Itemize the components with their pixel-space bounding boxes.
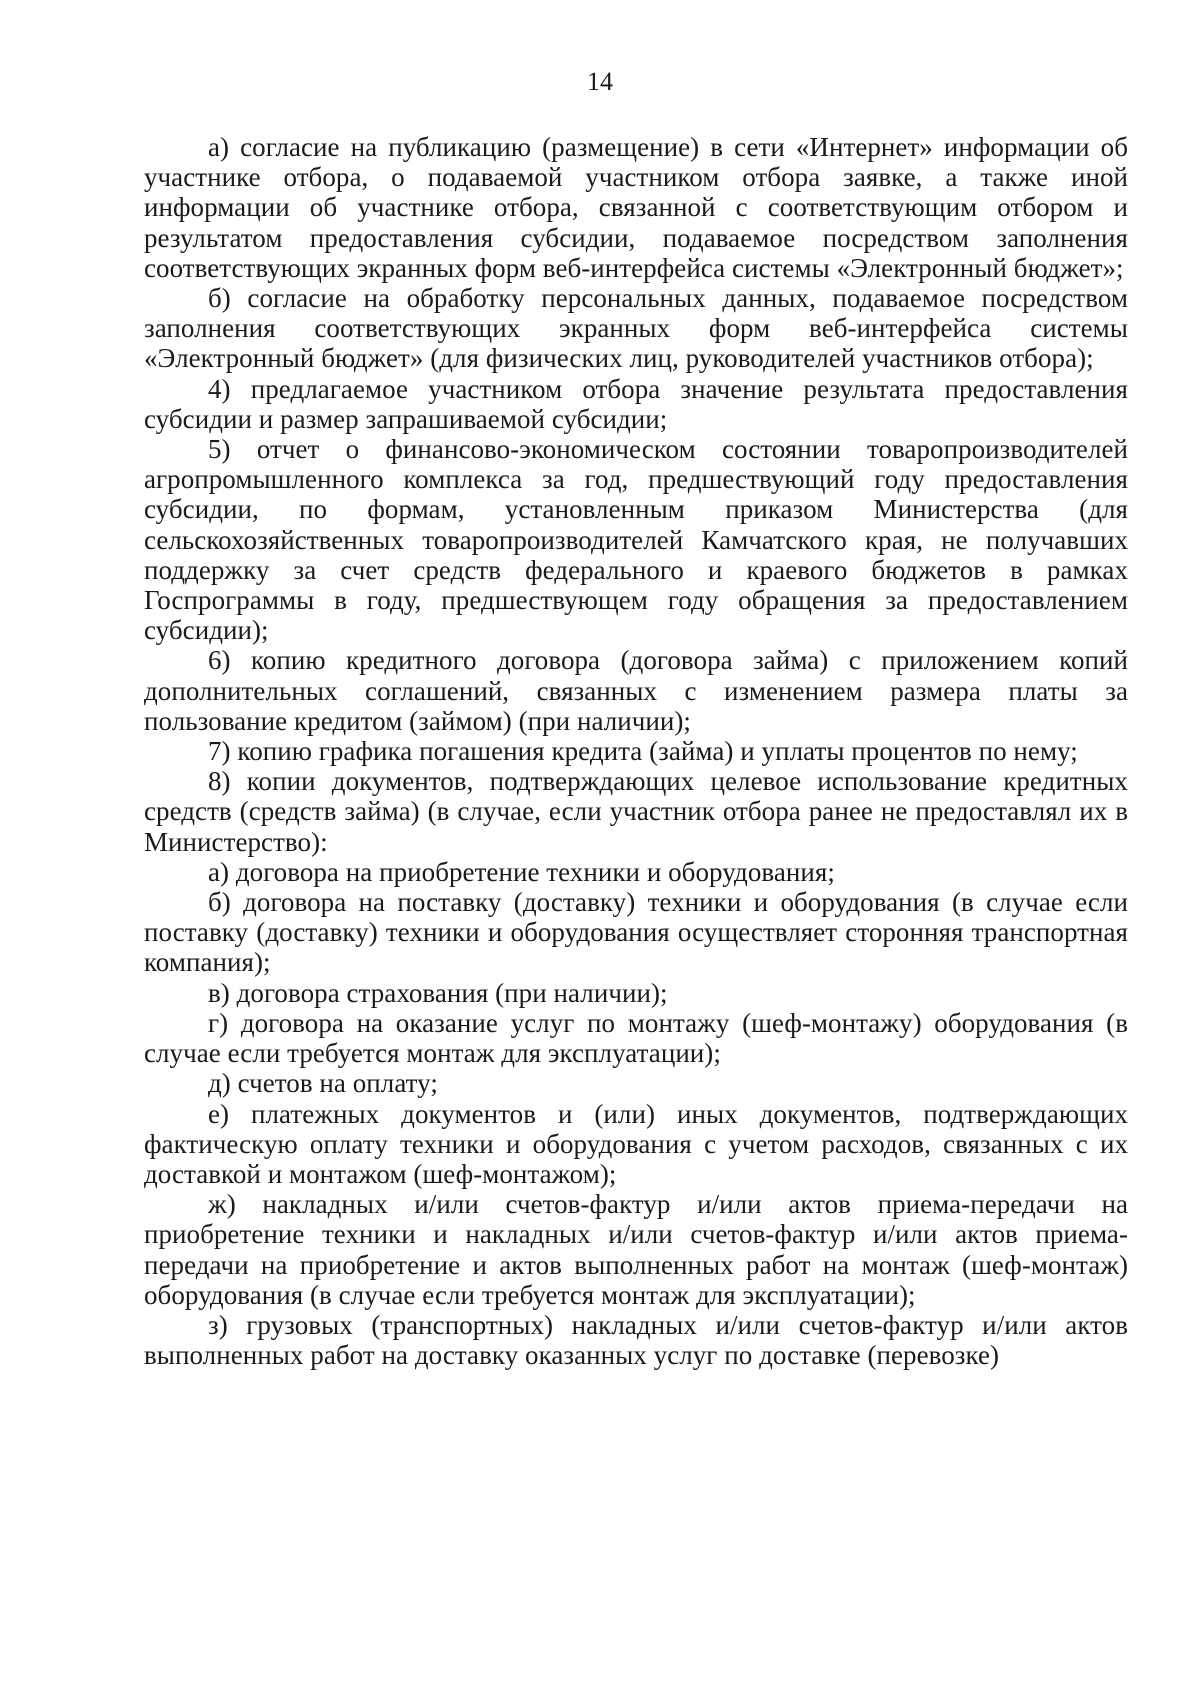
paragraph-item-8d: д) счетов на оплату; xyxy=(208,1068,438,1099)
paragraph-item-4: 4) предлагаемое участником отбора значение результата предоставления субсидии и размер запрашиваемой субсидии; xyxy=(144,373,1128,434)
paragraph-item-5: 5) отчет о финансово-экономическом состоянии товаропроизводителей агропромышленного комплекса за год, предшествующий году предоставления субсидии, по формам, установленным приказом Министерства (для сельскохозяйственных товаропроизводителей Камчатского края, не получавших поддержку за счет средств федерального и краевого бюджетов в рамках Госпрограммы в году, предшествующем году обращения за предоставлением субсидии); xyxy=(144,434,1128,646)
paragraph-item-6: 6) копию кредитного договора (договора займа) с приложением копий дополнительных соглашений, связанных с изменением размера платы за пользование кредитом (займом) (при наличии); xyxy=(144,645,1128,736)
paragraph-item-8e: е) платежных документов и (или) иных документов, подтверждающих фактическую оплату техники и оборудования с учетом расходов, связанных с их доставкой и монтажом (шеф-монтажом); xyxy=(144,1098,1128,1189)
paragraph-item-8z: з) грузовых (транспортных) накладных и/или счетов-фактур и/или актов выполненных работ на доставку оказанных услуг по доставке (перевозке) xyxy=(144,1309,1128,1371)
paragraph-item-8v: в) договора страхования (при наличии); xyxy=(208,977,668,1008)
paragraph-consent-publication: а) согласие на публикацию (размещение) в сети «Интернет» информации об участнике отбора, о подаваемой участником отбора заявке, а также иной информации об участнике отбора, связанной с соответствующим отбором и результатом предоставления субсидии, подаваемое посредством заполнения соответствующих экранных форм веб-интерфейса системы «Электронный бюджет»; xyxy=(144,132,1128,283)
paragraph-item-8b: б) договора на поставку (доставку) техники и оборудования (в случае если поставку (доставку) техники и оборудования осуществляет сторонняя транспортная компания); xyxy=(144,887,1128,978)
page-number: 14 xyxy=(587,67,613,96)
document-body xyxy=(144,132,1128,1370)
paragraph-item-8a: а) договора на приобретение техники и оборудования; xyxy=(208,856,835,887)
paragraph-item-8zh: ж) накладных и/или счетов-фактур и/или актов приема-передачи на приобретение техники и накладных и/или счетов-фактур и/или актов приема-передачи на приобретение и актов выполненных работ на монтаж (шеф-монтаж) оборудования (в случае если требуется монтаж для эксплуатации); xyxy=(144,1189,1128,1310)
paragraph-item-8g: г) договора на оказание услуг по монтажу (шеф-монтажу) оборудования (в случае если требуется монтаж для эксплуатации); xyxy=(144,1007,1128,1069)
paragraph-item-8: 8) копии документов, подтверждающих целевое использование кредитных средств (средств займа) (в случае, если участник отбора ранее не предоставлял их в Министерство): xyxy=(144,766,1128,857)
paragraph-consent-personal-data: б) согласие на обработку персональных данных, подаваемое посредством заполнения соответствующих экранных форм веб-интерфейса системы «Электронный бюджет» (для физических лиц, руководителей участников отбора); xyxy=(144,283,1128,374)
paragraph-item-7: 7) копию графика погашения кредита (займа) и уплаты процентов по нему; xyxy=(208,736,1078,767)
